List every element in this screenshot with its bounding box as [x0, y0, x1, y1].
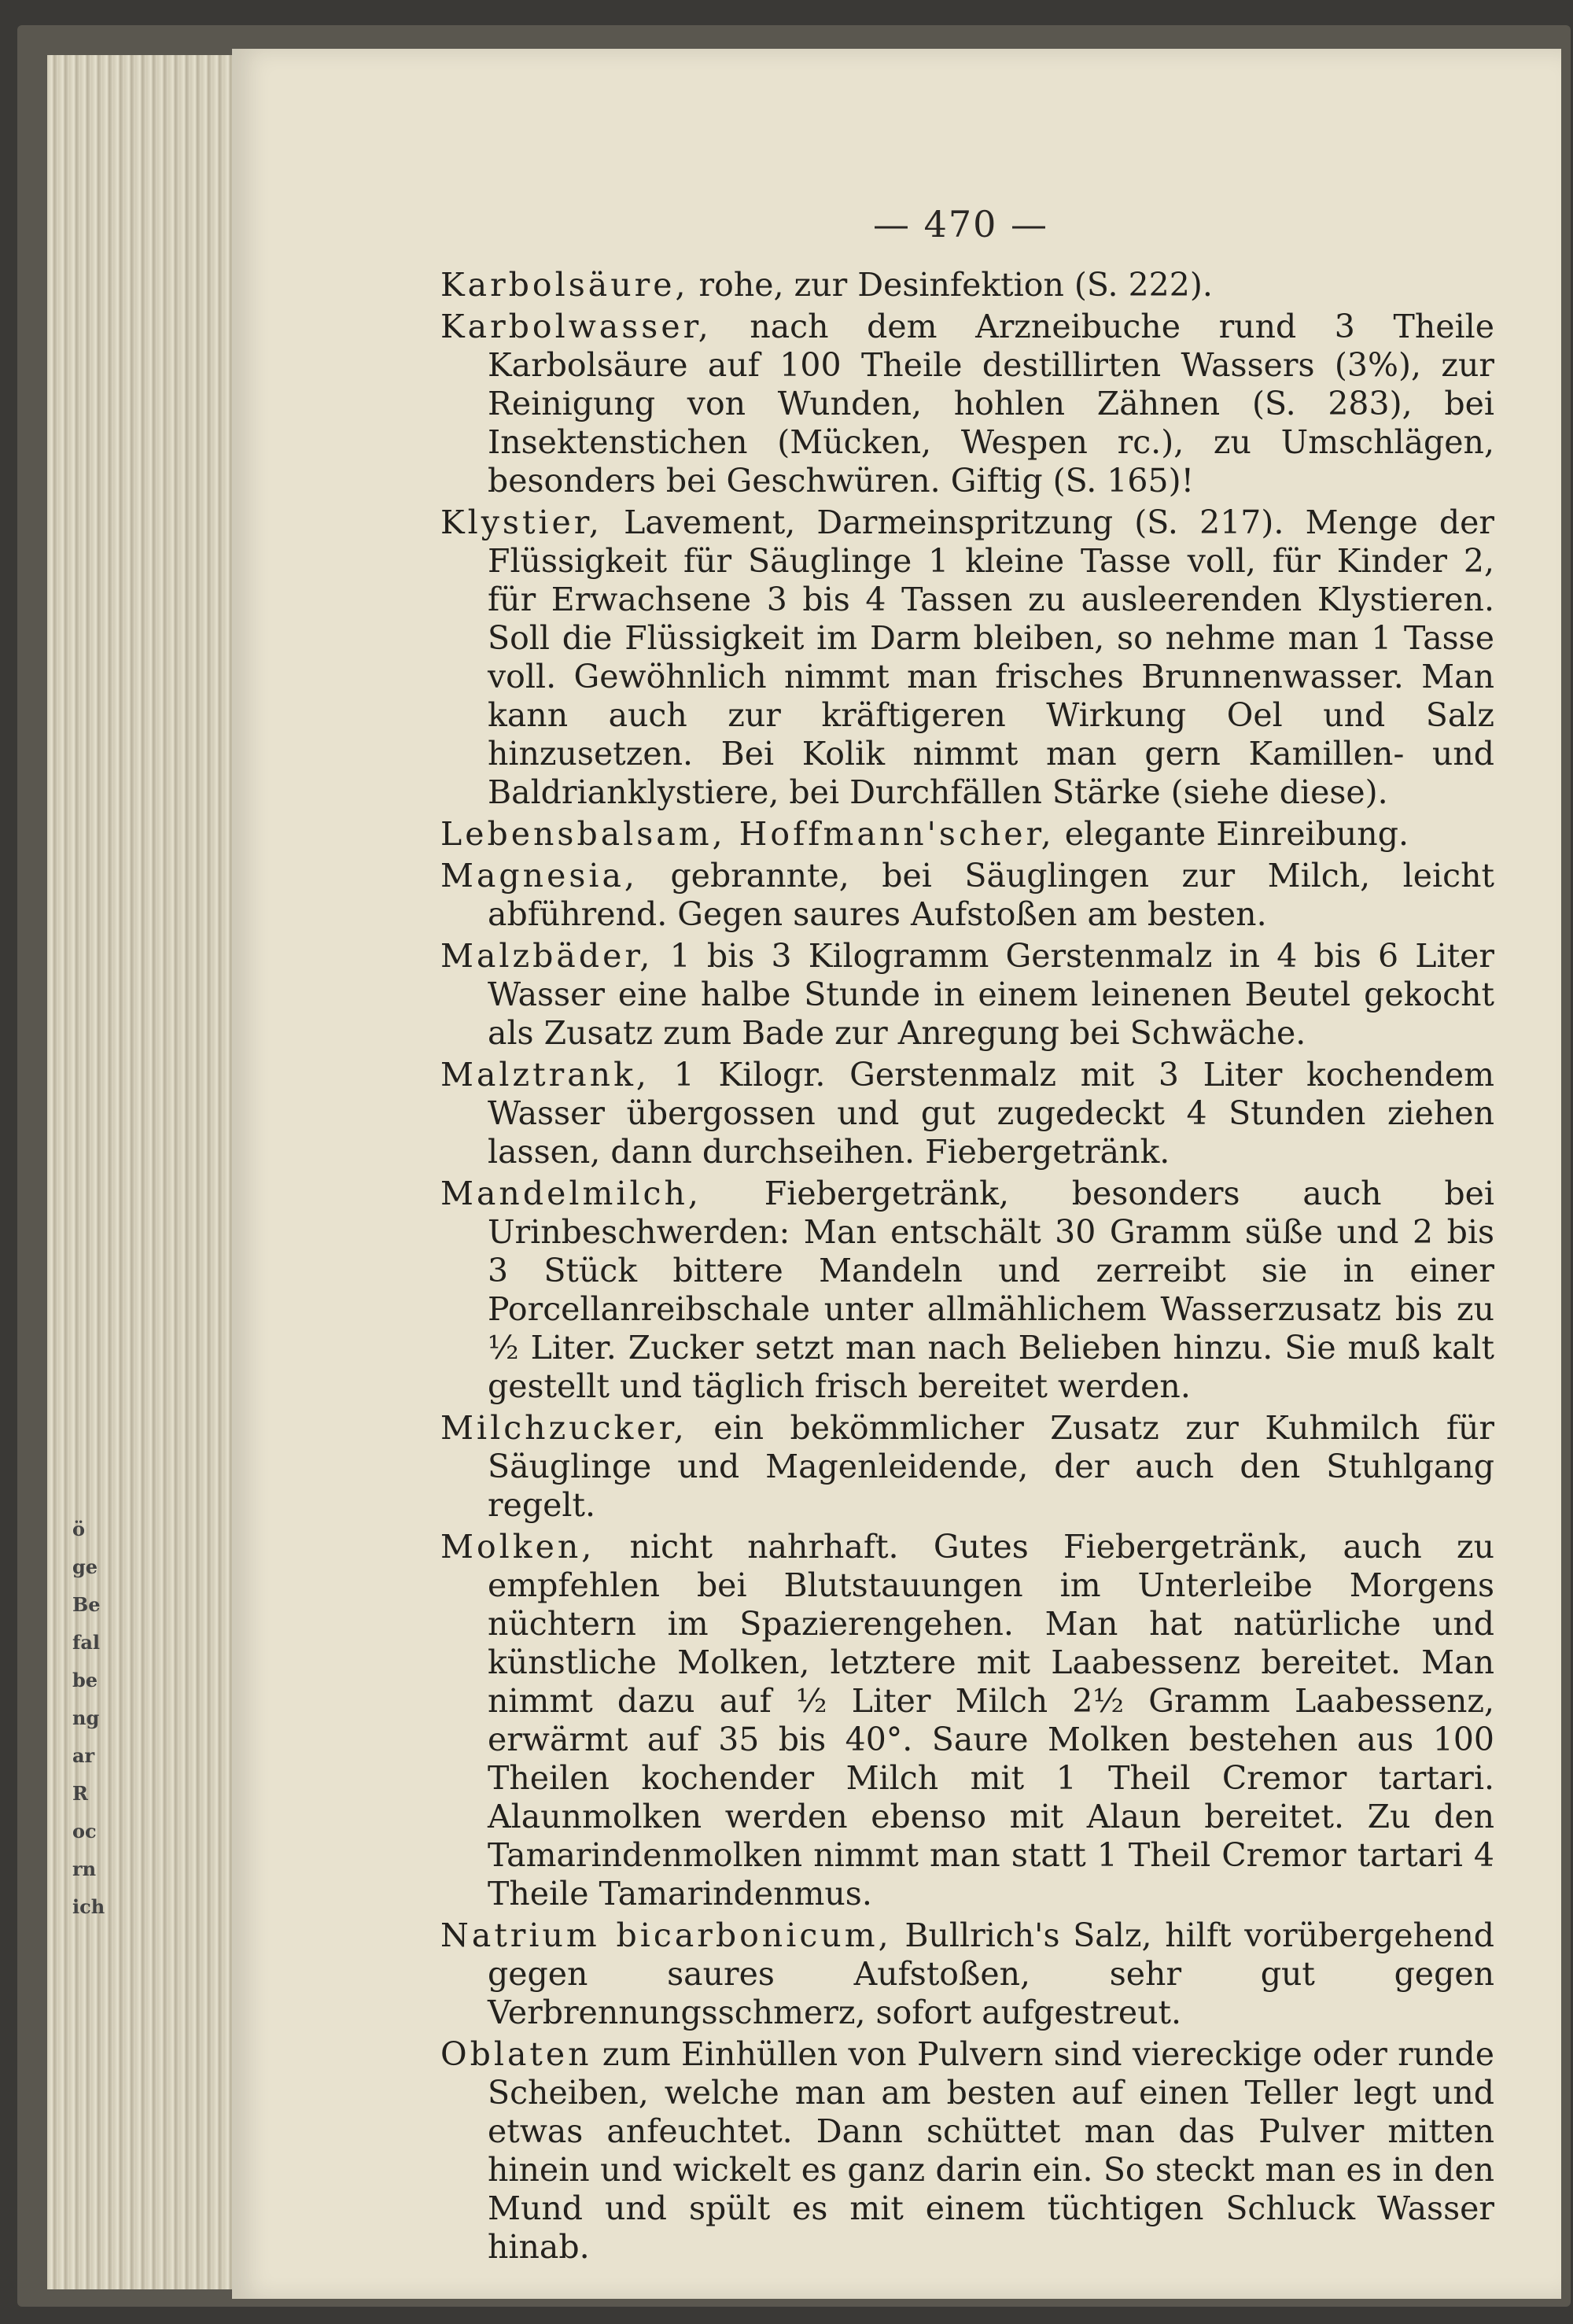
entry-term: Magnesia,: [440, 857, 638, 895]
entry-text: Fiebergetränk, besonders auch bei Urinbeschwerden: Man entschält 30 Gramm süße und 2 bis 3 Stück bittere Mandeln und zerreibt sie in einer Porcellanreibschale unter allmählichem Wasserzusatz bis zu ½ Liter. Zucker setzt man nach Belieben hinzu. Sie muß kalt gestellt und täglich frisch bereitet werden.: [488, 1175, 1494, 1405]
entry-karbolsaeure: [440, 266, 1494, 304]
entry-term: Molken,: [440, 1528, 595, 1566]
entry-karbolwasser: [440, 308, 1494, 500]
page-edges: [47, 55, 244, 2289]
entry-text: Bullrich's Salz, hilft vorübergehend gegen saures Aufstoßen, sehr gut gegen Verbrennungsschmerz, sofort aufgestreut.: [488, 1916, 1494, 2031]
entry-mandelmilch: [440, 1175, 1494, 1406]
entry-term: Karbolwasser,: [440, 308, 712, 345]
entry-text: rohe, zur Desinfektion (S. 222).: [688, 266, 1213, 304]
entry-term: Oblaten: [440, 2035, 592, 2073]
entry-text: gebrannte, bei Säuglingen zur Milch, leicht abführend. Gegen saures Aufstoßen am besten.: [488, 857, 1494, 933]
entry-term: Lebensbalsam, Hoffmann'scher,: [440, 815, 1055, 853]
edge-mark: oc: [72, 1820, 97, 1843]
edge-mark: ö: [72, 1518, 86, 1540]
edge-marks: [72, 1511, 104, 1926]
edge-mark: ge: [72, 1555, 98, 1578]
entry-molken: [440, 1528, 1494, 1913]
entry-term: Natrium bicarbonicum,: [440, 1916, 892, 1954]
edge-mark: ar: [72, 1744, 95, 1767]
entry-text: nicht nahrhaft. Gutes Fiebergetränk, auch zu empfehlen bei Blutstauungen im Unterleibe Morgens nüchtern im Spazierengehen. Man hat natürliche und künstliche Molken, letztere mit Laabessenz bereitet. Man nimmt dazu auf ½ Liter Milch 2½ Gramm Laabessenz, erwärmt auf 35 bis 40°. Saure Molken bestehen aus 100 Theilen kochender Milch mit 1 Theil Cremor tartari. Alaunmolken werden ebenso mit Alaun bereitet. Zu den Tamarindenmolken nimmt man statt 1 Theil Cremor tartari 4 Theile Tamarindenmus.: [488, 1528, 1494, 1913]
page-number: — 470 —: [873, 203, 1049, 245]
entry-oblaten: [440, 2035, 1494, 2267]
entry-text: 1 Kilogr. Gerstenmalz mit 3 Liter kochendem Wasser übergossen und gut zugedeckt 4 Stunden ziehen lassen, dann durchseihen. Fiebergetränk.: [488, 1056, 1494, 1171]
entry-term: Milchzucker,: [440, 1409, 687, 1447]
entry-milchzucker: [440, 1409, 1494, 1525]
entry-text: Lavement, Darmeinspritzung (S. 217). Menge der Flüssigkeit für Säuglinge 1 kleine Tasse voll, für Kinder 2, für Erwachsene 3 bis 4 Tassen zu ausleerenden Klystieren. Soll die Flüssigkeit im Darm bleiben, so nehme man 1 Tasse voll. Gewöhnlich nimmt man frisches Brunnenwasser. Man kann auch zur kräftigeren Wirkung Oel und Salz hinzusetzen. Bei Kolik nimmt man gern Kamillen- und Baldrianklystiere, bei Durchfällen Stärke (siehe diese).: [488, 504, 1494, 811]
entry-term: Mandelmilch,: [440, 1175, 702, 1212]
edge-mark: ng: [72, 1706, 100, 1729]
entry-text: 1 bis 3 Kilogramm Gerstenmalz in 4 bis 6 Liter Wasser eine halbe Stunde in einem leinenen Beutel gekocht als Zusatz zum Bade zur Anregung bei Schwäche.: [488, 937, 1494, 1052]
edge-mark: Be: [72, 1593, 101, 1616]
entry-magnesia: [440, 857, 1494, 934]
entry-malztrank: [440, 1056, 1494, 1171]
edge-mark: fal: [72, 1631, 100, 1654]
entry-klystier: [440, 504, 1494, 812]
edge-mark: rn: [72, 1857, 97, 1880]
entry-lebensbalsam: [440, 815, 1494, 854]
entry-text: zum Einhüllen von Pulvern sind viereckige oder runde Scheiben, welche man am besten auf einen Teller legt und etwas anfeuchtet. Dann schüttet man das Pulver mitten hinein und wickelt es ganz darin ein. So steckt man es in den Mund und spült es mit einem tüchtigen Schluck Wasser hinab.: [488, 2035, 1494, 2266]
entry-term: Malzbäder,: [440, 937, 654, 975]
entry-text: ein bekömmlicher Zusatz zur Kuhmilch für Säuglinge und Magenleidende, der auch den Stuhlgang regelt.: [488, 1409, 1494, 1524]
entry-natrium: [440, 1916, 1494, 2032]
page-text: [440, 266, 1494, 2270]
entry-malzbaeder: [440, 937, 1494, 1053]
entry-term: Klystier,: [440, 504, 602, 541]
entry-text: elegante Einreibung.: [1054, 815, 1409, 853]
edge-mark: ich: [72, 1895, 105, 1918]
entry-term: Malztrank,: [440, 1056, 650, 1094]
edge-mark: be: [72, 1669, 98, 1691]
entry-text: nach dem Arzneibuche rund 3 Theile Karbolsäure auf 100 Theile destillirten Wassers (3%), zur Reinigung von Wunden, hohlen Zähnen (S. 283), bei Insektenstichen (Mücken, Wespen rc.), zu Umschlägen, besonders bei Geschwüren. Giftig (S. 165)!: [488, 308, 1494, 500]
edge-mark: R: [72, 1782, 88, 1805]
entry-term: Karbolsäure,: [440, 266, 689, 304]
